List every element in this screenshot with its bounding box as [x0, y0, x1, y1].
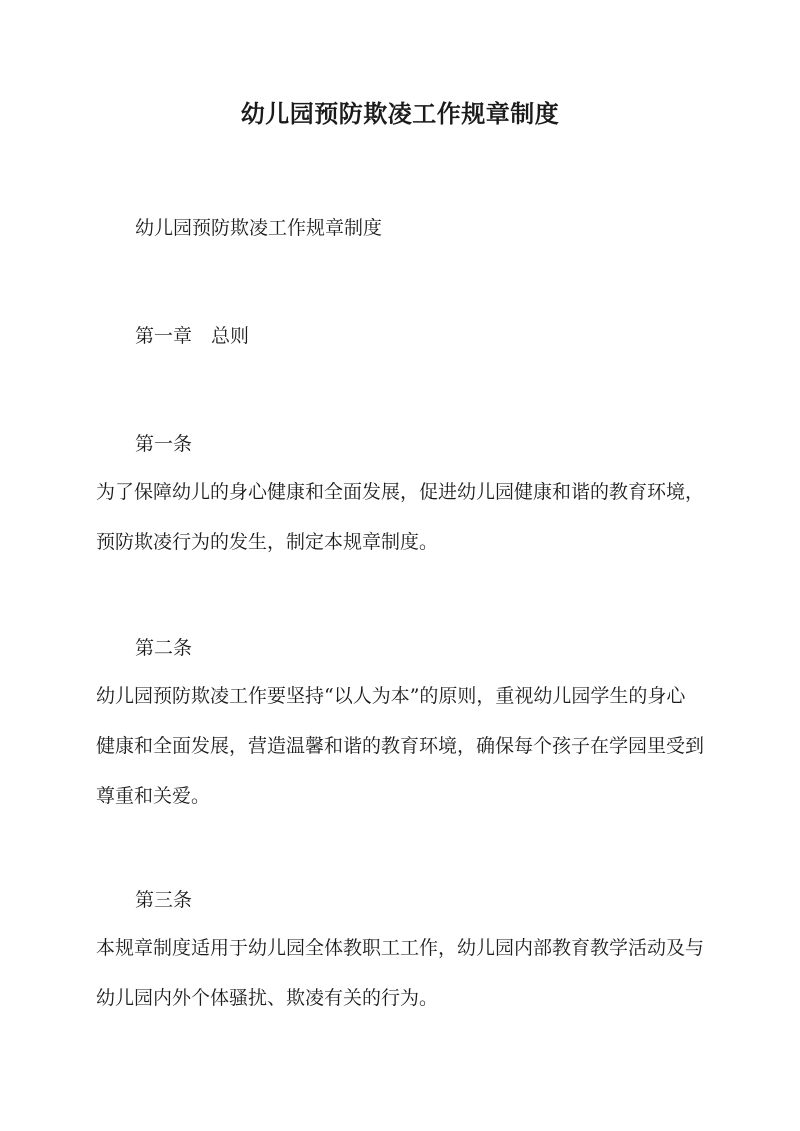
article-2-line-3: 尊重和关爱。 [96, 785, 211, 807]
article-3-heading: 第三条 [135, 889, 193, 911]
article-1-line-1: 为了保障幼儿的身心健康和全面发展，促进幼儿园健康和谐的教育环境， [96, 481, 705, 503]
article-2-line-1: 幼儿园预防欺凌工作要坚持“以人为本”的原则，重视幼儿园学生的身心 [96, 685, 686, 707]
article-3-line-2: 幼儿园内外个体骚扰、欺凌有关的行为。 [96, 987, 439, 1009]
article-3-line-1: 本规章制度适用于幼儿园全体教职工工作，幼儿园内部教育教学活动及与 [96, 937, 705, 959]
article-2-heading: 第二条 [135, 637, 193, 659]
article-1-line-2: 预防欺凌行为的发生，制定本规章制度。 [96, 531, 439, 553]
document-title: 幼儿园预防欺凌工作规章制度 [240, 99, 560, 128]
article-2-line-2: 健康和全面发展，营造温馨和谐的教育环境，确保每个孩子在学园里受到 [96, 735, 705, 757]
article-1-heading: 第一条 [135, 433, 193, 455]
document-subtitle: 幼儿园预防欺凌工作规章制度 [135, 217, 383, 239]
chapter-heading: 第一章 总则 [135, 325, 250, 347]
